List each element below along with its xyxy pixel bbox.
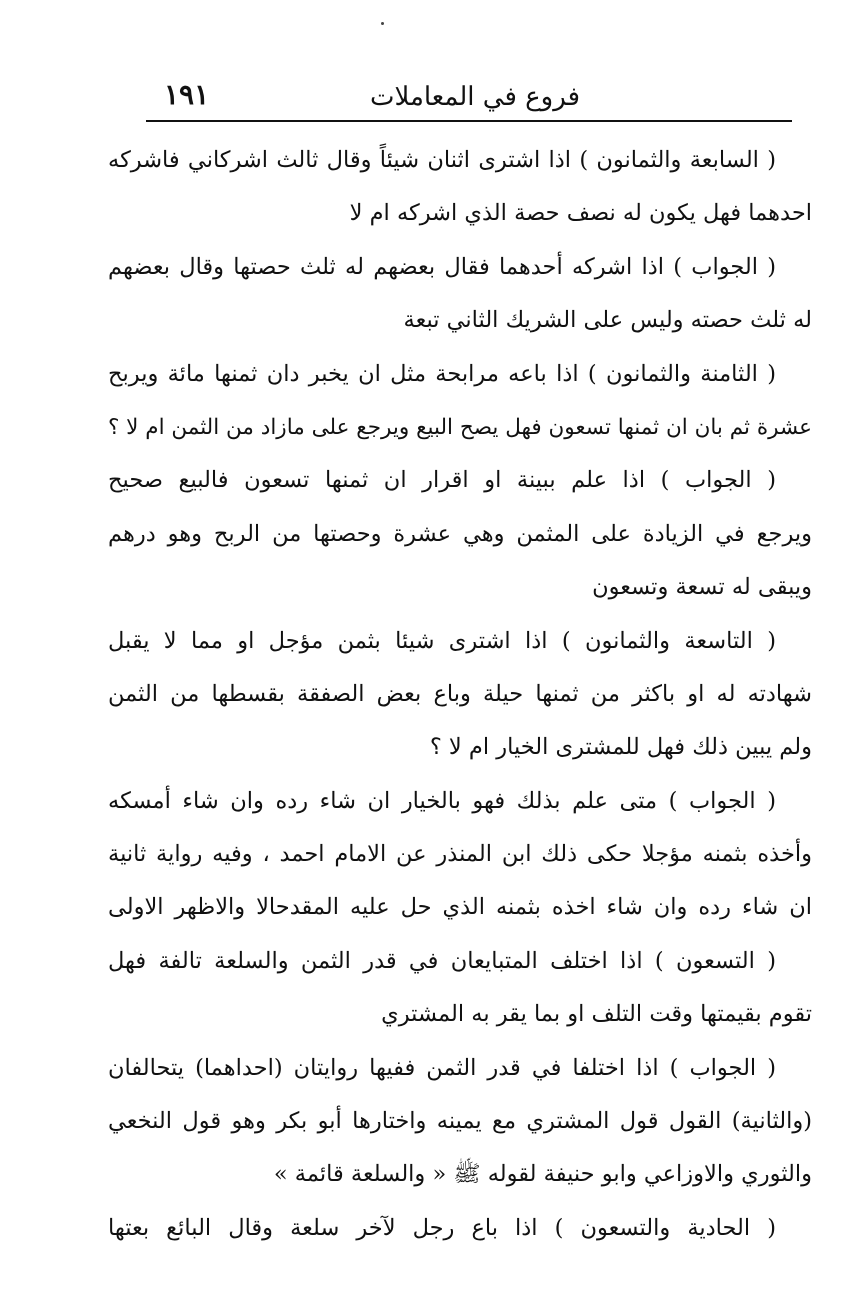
text-line: ( الجواب ) اذا اشركه أحدهما فقال بعضهم له ثلث حصتها وقال بعضهم	[108, 253, 776, 280]
text-line: ( الحادية والتسعون ) اذا باع رجل لآخر سلعة وقال البائع بعتها	[108, 1214, 776, 1241]
ink-speck	[381, 22, 384, 25]
page-number: ١٩١	[164, 78, 210, 111]
text-line: ولم يبين ذلك فهل للمشترى الخيار ام لا ؟	[429, 734, 812, 761]
text-line: ( التاسعة والثمانون ) اذا اشترى شيئا بثمن مؤجل او مما لا يقبل	[108, 627, 776, 654]
text-line: احدهما فهل يكون له نصف حصة الذي اشركه ام لا	[349, 200, 812, 227]
text-line: ( السابعة والثمانون ) اذا اشترى اثنان شيئاً وقال ثالث اشركاني فاشركه	[108, 147, 776, 173]
text-line: ( التسعون ) اذا اختلف المتبايعان في قدر الثمن والسلعة تالفة فهل	[108, 947, 776, 974]
text-line: ان شاء رده وان شاء اخذه بثمنه الذي حل عليه المقدحالا والاظهر الاولى	[108, 894, 812, 921]
text-line: ( الثامنة والثمانون ) اذا باعه مرابحة مثل ان يخبر دان ثمنها مائة ويربح	[108, 360, 776, 387]
text-line: وأخذه بثمنه مؤجلا حكى ذلك ابن المنذر عن الامام احمد ، وفيه رواية ثانية	[108, 841, 812, 868]
page-header	[146, 76, 790, 120]
running-title: فروع في المعاملات	[369, 82, 580, 112]
text-line: ( الجواب ) اذا علم ببينة او اقرار ان ثمنها تسعون فالبيع صحيح	[108, 467, 776, 494]
text-line: ويرجع في الزيادة على المثمن وهي عشرة وحصتها من الربح وهو درهم	[108, 520, 812, 547]
text-line: ويبقى له تسعة وتسعون	[592, 574, 812, 601]
text-line: تقوم بقيمتها وقت التلف او بما يقر به المشتري	[381, 1001, 812, 1028]
text-line: والثوري والاوزاعي وابو حنيفة لقوله ﷺ « والسلعة قائمة »	[273, 1161, 812, 1188]
header-rule	[146, 120, 792, 122]
text-line: له ثلث حصته وليس على الشريك الثاني تبعة	[403, 307, 812, 334]
body-text	[108, 134, 812, 1255]
text-line: شهادته له او باكثر من ثمنها حيلة وباع بعض الصفقة بقسطها من الثمن	[108, 680, 812, 707]
text-line: ( الجواب ) اذا اختلفا في قدر الثمن ففيها روايتان (احداهما) يتحالفان	[108, 1054, 776, 1081]
text-line: ( الجواب ) متى علم بذلك فهو بالخيار ان شاء رده وان شاء أمسكه	[108, 787, 776, 814]
text-line: عشرة ثم بان ان ثمنها تسعون فهل يصح البيع ويرجع على مازاد من الثمن ام لا ؟	[108, 414, 812, 440]
text-line: (والثانية) القول قول المشتري مع يمينه واختارها أبو بكر وهو قول النخعي	[108, 1108, 812, 1135]
